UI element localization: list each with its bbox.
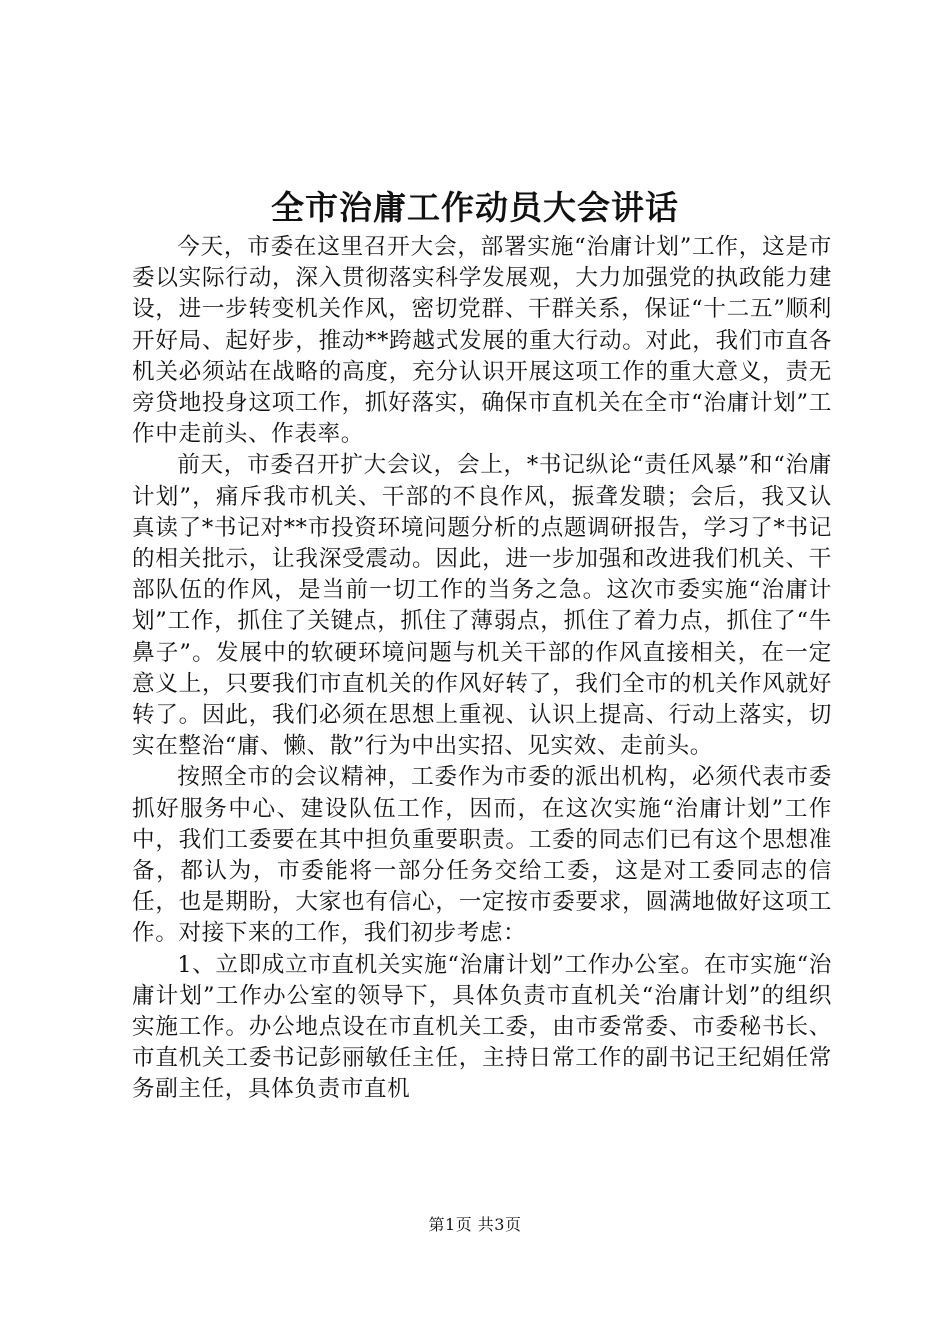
paragraph: 按照全市的会议精神，工委作为市委的派出机构，必须代表市委抓好服务中心、建设队伍工作，因而，在这次实施“治庸计划”工作中，我们工委要在其中担负重要职责。工委的同志们已有这个思想准备，都认为，市委能将一部分任务交给工委，这是对工委同志的信任，也是期盼，大家也有信心，一定按市委要求，圆满地做好这项工作。对接下来的工作，我们初步考虑：: [132, 764, 832, 947]
document-body: [132, 232, 832, 1106]
paragraph: 前天，市委召开扩大会议，会上，*书记纵论“责任风暴”和“治庸计划”，痛斥我市机关、干部的不良作风，振聋发聩；会后，我又认真读了*书记对**市投资环境问题分析的点题调研报告，学习了*书记的相关批示，让我深受震动。因此，进一步加强和改进我们机关、干部队伍的作风，是当前一切工作的当务之急。这次市委实施“治庸计划”工作，抓住了关键点，抓住了薄弱点，抓住了着力点，抓住了“牛鼻子”。发展中的软硬环境问题与机关干部的作风直接相关，在一定意义上，只要我们市直机关的作风好转了，我们全市的机关作风就好转了。因此，我们必须在思想上重视、认识上提高、行动上落实，切实在整治“庸、懒、散”行为中出实招、见实效、走前头。: [132, 452, 832, 760]
paragraph: 1、立即成立市直机关实施“治庸计划”工作办公室。在市实施“治庸计划”工作办公室的领导下，具体负责市直机关“治庸计划”的组织实施工作。办公地点设在市直机关工委，由市委常委、市委秘书长、市直机关工委书记彭丽敏任主任，主持日常工作的副书记王纪娟任常务副主任，具体负责市直机: [132, 951, 832, 1103]
document-title: 全市治庸工作动员大会讲话: [271, 188, 679, 227]
paragraph: 今天，市委在这里召开大会，部署实施“治庸计划”工作，这是市委以实际行动，深入贯彻落实科学发展观，大力加强党的执政能力建设，进一步转变机关作风，密切党群、干群关系，保证“十二五”顺利开好局、起好步，推动**跨越式发展的重大行动。对此，我们市直各机关必须站在战略的高度，充分认识开展这项工作的重大意义，责无旁贷地投身这项工作，抓好落实，确保市直机关在全市“治庸计划”工作中走前头、作表率。: [132, 234, 832, 448]
page-footer: 第1页 共3页: [428, 1215, 522, 1234]
